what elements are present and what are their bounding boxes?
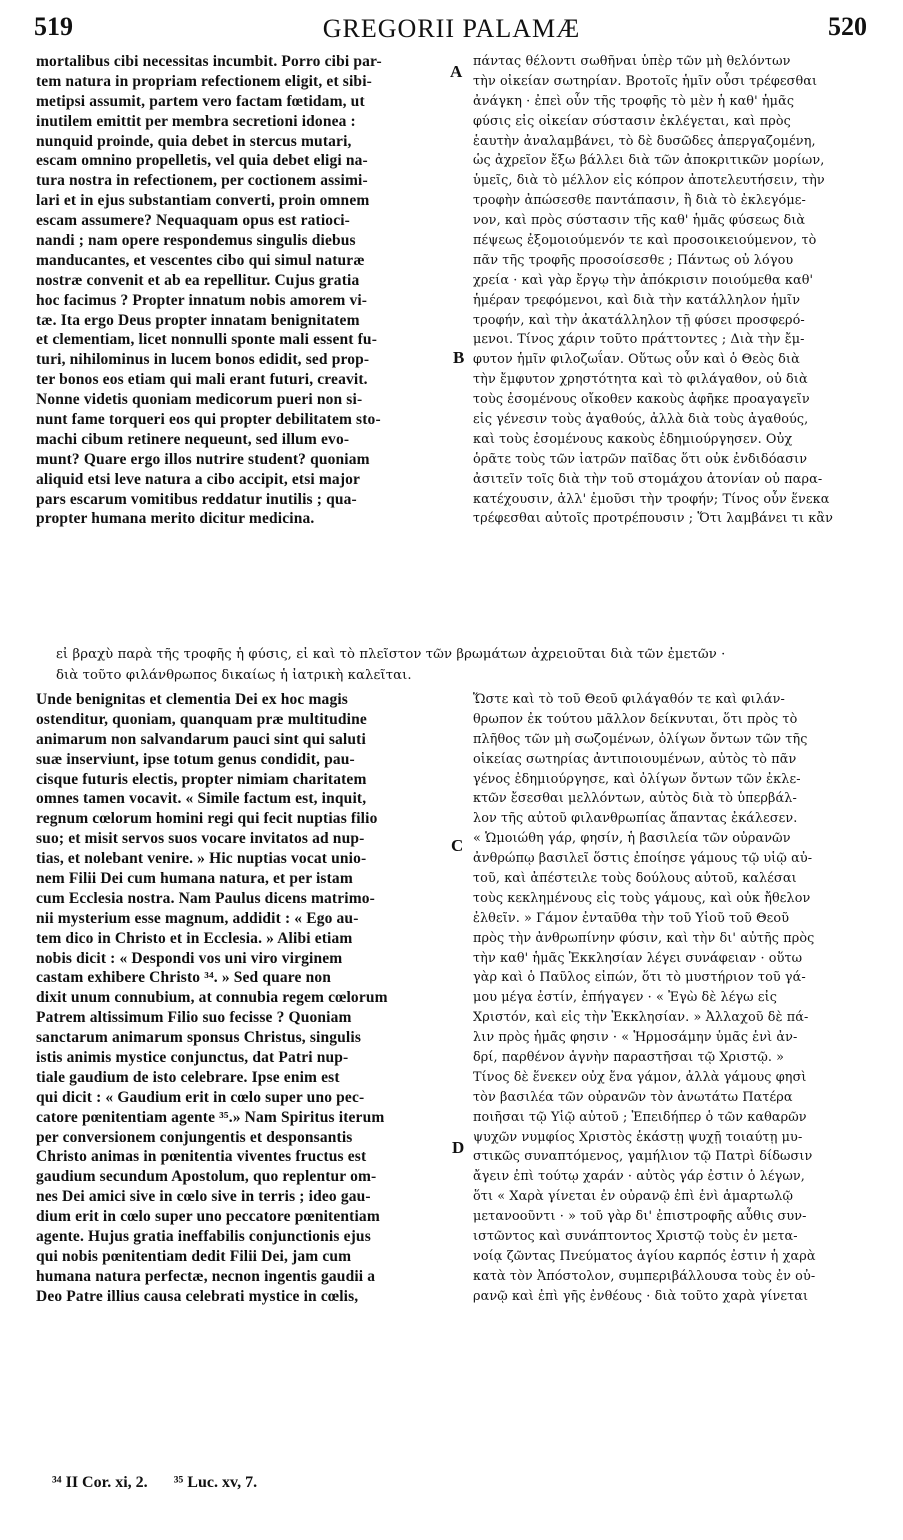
text-line: istis animis mystice conjunctus, dat Patri nup- [36,1049,349,1067]
text-line: metipsi assumit, partem vero factam fœtidam, ut [36,92,365,110]
text-line: λιν πρὸς ἡμᾶς φησιν · « Ἡρμοσάμην ὑμᾶς ἑνὶ ἀν- [473,1030,798,1046]
text-line: ter bonos eos etiam qui mali erant futuri, creavit. [36,371,368,389]
text-line: agente. Hujus gratia ineffabilis conjunctionis ejus [36,1228,371,1246]
text-line: νον, καὶ πρὸς σύστασιν τῆς καθ' ἡμᾶς φύσεως διὰ [473,213,806,229]
text-line: dium erit in cœlo super uno peccatore pœnitentiam [36,1208,380,1226]
margin-marker-d: D [452,1138,465,1157]
text-line: Unde benignitas et clementia Dei ex hoc magis [36,691,348,708]
text-line: τὴν ἔμφυτον χρηστότητα καὶ τὸ φιλάγαθον, οὐ διὰ [473,372,808,388]
text-line: inutilem emittit per membra secretioni idonea : [36,112,356,130]
text-line: escam omnino propelletis, vel quia debet eligi na- [36,152,368,170]
text-line: πάντας θέλοντι σωθῆναι ὑπὲρ τῶν μὴ θελόντων [473,54,791,69]
text-line: ὅτι « Χαρὰ γίνεται ἐν οὐρανῷ ἐπὶ ἑνὶ ἁμαρτωλῷ [473,1189,794,1205]
text-line: cisque futuris electis, propter nimiam charitatem [36,770,367,788]
text-line: κτῶν ἔσεσθαι μελλόντων, αὐτὸς διὰ τὸ ὑπερβάλ- [473,791,797,807]
page-number-right: 520 [828,12,867,41]
text-line: γὰρ καὶ ὁ Παῦλος εἰπών, ὅτι τὸ μυστήριον τοῦ γά- [473,970,806,986]
latin-column-top [36,52,448,529]
text-line: ποιῆσαι τῷ Υἱῷ αὐτοῦ ; Ἐπειδήπερ ὁ τῶν καθαρῶν [473,1109,807,1125]
text-line: machi cibum retinere nequeunt, sed illum evo- [36,430,350,448]
text-line: Deo Patre illius causa celebrati mystice in cœlis, [36,1287,359,1305]
text-line: τοὺς ἐσομένους οἴκοθεν κακοὺς ἀφῆκε προαγαγεῖν [473,392,810,408]
text-line: νοίᾳ ζῶντας Πνεύματος ἁγίου καρπός ἐστιν ἡ χαρὰ [473,1248,816,1264]
text-line: εἰς γένεσιν τοὺς ἀγαθούς, ἀλλὰ διὰ τοὺς ἀγαθούς, [473,412,809,428]
margin-marker-b: B [453,348,465,367]
text-line: et clementiam, licet nonnulli sponte mali essent fu- [36,331,378,349]
greek-column-bottom [473,690,880,1307]
text-line: μενοι. Τίνος χάριν τοῦτο πράττοντες ; Διὰ τὴν ἔμ- [473,332,805,348]
text-line: escam assumere? Nequaquam opus est ratioci- [36,212,350,230]
text-line: Nonne videtis quoniam medicorum pueri non si- [36,391,363,409]
text-line: Χριστόν, καὶ εἰς τὴν Ἐκκλησίαν. » Ἀλλαχοῦ δὲ πά- [473,1010,809,1026]
text-line: ἑαυτὴν ἀναλαμβάνει, τὸ δὲ δυσῶδες ἀπεργαζομένη, [473,133,816,149]
text-line: suæ inserviunt, ipse totum genus condidit, pau- [36,750,355,768]
text-line: πρὸς τὴν ἀνθρωπίνην φύσιν, καὶ τὴν δι' αὐτῆς πρὸς [473,930,815,946]
text-line: γένος ἐδημιούργησε, καὶ ὀλίγων ὄντων τῶν ἐκλε- [473,771,801,787]
text-line: nandi ; nam opere respondemus singulis diebus [36,232,356,250]
text-line: nes Dei amici sive in cœlo sive in terris ; ideo gau- [36,1188,371,1206]
text-line: tem natura in propriam refectionem eligit, et sibi- [36,72,372,90]
text-line: λον τῆς αὐτοῦ φιλανθρωπίας ἅπαντας ἐκάλεσεν. [473,811,798,827]
text-line: Christo animas in pœnitentia viventes fructus est [36,1148,367,1166]
text-line: qui nobis pœnitentiam dedit Filii Dei, jam cum [36,1247,352,1265]
text-line: πέψεως ἐξομοιούμενόν τε καὶ προσοικειούμενον, τὸ [473,233,817,249]
text-line: πᾶν τῆς τροφῆς προσοίσεσθε ; Πάντως οὐ λόγου [473,252,794,268]
text-line: τοὺς κεκλημένους εἰς τοὺς γάμους, καὶ οὐκ ἤθελον [473,890,811,906]
text-line: ἐλθεῖν. » Γάμον ἐνταῦθα τὴν τοῦ Υἱοῦ τοῦ Θεοῦ [473,910,790,926]
text-line: nunquid proinde, quia debet in stercus mutari, [36,132,352,150]
text-line: στικῶς συναπτόμενος, γαμήλιον τῷ Πατρὶ δίδωσιν [473,1149,813,1165]
text-line: καὶ τοὺς ἐσομένους κακοὺς ἐδημιούργησεν. Οὐχ [473,431,793,447]
text-line: hoc facimus ? Propter innatum nobis amorem vi- [36,291,368,309]
text-line: ἄγειν ἐπὶ τούτῳ χαράν · αὐτὸς γάρ ἐστιν ὁ λέγων, [473,1169,805,1185]
text-line: ρανῷ καὶ ἐπὶ γῆς ἐνθέους · διὰ τοῦτο χαρὰ γίνεται [473,1288,809,1304]
text-line: τροφήν, καὶ τὴν ἀκατάλληλον τῇ φύσει προσφερό- [473,312,805,328]
text-line: pars escarum vomitibus reddatur inutilis ; qua- [36,490,357,508]
text-line: dixit unum connubium, at connubia regem cœlorum [36,989,388,1007]
text-line: per conversionem conjungentis et desponsantis [36,1128,353,1146]
text-line: ὡς ἀχρεῖον ἔξω βάλλει διὰ τῶν ἀποκριτικῶν μορίων, [473,153,825,169]
text-line: suo; et misit servos suos vocare invitatos ad nup- [36,830,365,848]
text-line: tura nostra in refectionem, per coctionem assimi- [36,172,368,190]
text-line: omnes tamen vocavit. « Simile factum est, inquit, [36,790,367,808]
text-line: μετανοοῦντι · » τοῦ γὰρ δι' ἐπιστροφῆς αὖθις συν- [473,1209,807,1225]
text-line: ὑμεῖς, διὰ τὸ μέλλον εἰς κόπρον ἀποτελευτήσειν, τὴν [473,173,825,189]
text-line: regnum cœlorum homini regi qui fecit nuptias filio [36,810,378,828]
footnote-34: ³⁴ II Cor. xi, 2. [52,1474,148,1491]
latin-column-bottom [36,690,448,1307]
text-line: ἀνθρώπῳ βασιλεῖ ὅστις ἐποίησε γάμους τῷ υἱῷ αὐ- [473,851,813,867]
text-line: catore pœnitentiam agente ³⁵.» Nam Spiritus iterum [36,1108,385,1126]
text-line: propter humana merito dicitur medicina. [36,510,315,528]
text-line: tias, et nolebant venire. » Hic nuptias vocat unio- [36,850,367,868]
text-line: φυτον ἡμῖν φιλοζωΐαν. Οὕτως οὖν καὶ ὁ Θεὸς διὰ [473,352,800,368]
text-line: turi, nihilominus in lucem bonos edidit, sed prop- [36,351,370,369]
text-line: Τίνος δὲ ἕνεκεν οὐχ ἕνα γάμον, ἀλλὰ γάμους φησὶ [473,1069,807,1085]
text-line: τροφὴν ἀπώσεσθε παντάπασιν, ἢ διὰ τὸ ἐκλεγόμε- [473,193,806,209]
text-line: φύσις εἰς οἰκείαν σύστασιν ἐκλέγεται, καὶ πρὸς [473,113,791,129]
text-line: ὁρᾶτε τοὺς τῶν ἰατρῶν παῖδας ὅτι οὐκ ἐνδιδόασιν [473,451,808,467]
text-line: δρί, παρθένον ἁγνὴν παραστῆσαι τῷ Χριστῷ. » [473,1050,785,1066]
text-line: Ὥστε καὶ τὸ τοῦ Θεοῦ φιλάγαθόν τε καὶ φιλάν- [473,692,785,707]
text-line: aliquid etsi leve natura a cibo accipit, etsi major [36,470,361,488]
text-line: tem dico in Christo et in Ecclesia. » Alibi etiam [36,929,353,947]
greek-column-top [473,52,880,529]
text-line: τοῦ, καὶ ἀπέστειλε τοὺς δούλους αὐτοῦ, καλέσαι [473,871,797,887]
text-line: humana natura perfectæ, necnon ingentis gaudii a [36,1267,376,1285]
text-line: ostenditur, quoniam, quanquam præ multitudine [36,710,367,728]
text-line: οἰκείας σωτηρίας ἀντιποιουμένων, αὐτὸς τὸ πᾶν [473,751,797,767]
text-line: animarum non salvandarum pauci sint qui saluti [36,730,366,748]
text-line: διὰ τοῦτο φιλάνθρωπος δικαίως ἡ ἰατρικὴ καλεῖται. [56,668,412,683]
text-line: κατέχουσιν, ἀλλ' ἐμοῦσι τὴν τροφήν; Τίνος οὖν ἕνεκα [473,491,830,507]
text-line: cum Ecclesia nostra. Nam Paulus dicens matrimo- [36,889,375,907]
text-line: ἡμέραν τρεφόμενοι, καὶ διὰ τὴν κατάλληλον ἡμῖν [473,292,801,308]
text-line: πλῆθος τῶν μὴ σωζομένων, ὀλίγων ὄντων τῶν τῆς [473,731,808,747]
text-line: ψυχῶν νυμφίος Χριστὸς ἑκάστῃ ψυχῇ τοιαύτῃ μυ- [473,1129,803,1145]
text-line: munt? Quare ergo illos nutrire student? quoniam [36,450,370,468]
text-line: tæ. Ita ergo Deus propter innatam benignitatem [36,311,360,329]
text-line: sanctarum animarum sponsus Christus, singulis [36,1029,362,1047]
greek-full-width-lines [56,644,876,686]
text-line: qui dicit : « Gaudium erit in cœlo super uno pec- [36,1088,365,1106]
text-line: ἀσιτεῖν τοῖς διὰ τὴν τοῦ στομάχου ἀτονίαν οὐ παρα- [473,471,823,487]
text-line: θρωπον ἐκ τούτου μᾶλλον δείκνυται, ὅτι πρὸς τὸ [473,711,798,727]
text-line: nii mysterium esse magnum, addidit : « Ego au- [36,909,359,927]
footnotes [52,1474,279,1492]
text-line: nem Filii Dei cum humana natura, et per istam [36,870,353,888]
text-line: ιστῶντος καὶ συνάπτοντος Χριστῷ τοὺς ἐν μετα- [473,1229,798,1245]
text-line: mortalibus cibi necessitas incumbit. Porro cibi par- [36,53,382,70]
text-line: εἰ βραχὺ παρὰ τῆς τροφῆς ἡ φύσις, εἰ καὶ τὸ πλεῖστον τῶν βρωμάτων ἀχρειοῦται διὰ τῶν ἐμετῶν · [56,647,726,662]
text-line: τρέφεσθαι αὐτοῖς προτρέπουσιν ; Ὅτι λαμβάνει τι κἂν [473,511,833,527]
footnote-35: ³⁵ Luc. xv, 7. [173,1474,258,1491]
text-line: μου μέγα ἐστίν, ἐπήγαγεν · « Ἐγὼ δὲ λέγω εἰς [473,990,777,1006]
running-title: GREGORII PALAMÆ [322,14,581,43]
text-line: χρεία · καὶ γὰρ ἔργῳ τὴν ἀπόκρισιν ποιούμεθα καθ' [473,272,814,288]
text-line: « Ὡμοιώθη γάρ, φησίν, ἡ βασιλεία τῶν οὐρανῶν [473,831,791,847]
margin-marker-c: C [451,836,464,855]
margin-marker-a: A [450,62,463,81]
text-line: Patrem altissimum Filio suo fecisse ? Quoniam [36,1009,352,1027]
page-number-left: 519 [34,12,73,41]
text-line: manducantes, et vescentes cibo qui simul naturæ [36,251,365,269]
text-line: nostræ convenit et ab ea repellitur. Cujus gratia [36,271,360,289]
text-line: lari et in ejus substantiam converti, proin omnem [36,192,370,210]
text-line: nunt fame torqueri eos qui propter debilitatem sto- [36,411,381,429]
text-line: nobis dicit : « Despondi vos uni viro virginem [36,949,343,967]
text-line: ἀνάγκη · ἐπεὶ οὖν τῆς τροφῆς τὸ μὲν ἡ καθ' ἡμᾶς [473,93,795,109]
page-header [0,12,903,46]
text-line: τὸν βασιλέα τῶν οὐρανῶν τὸν ἀνωτάτω Πατέρα [473,1089,793,1105]
text-line: κατὰ τὸν Ἀπόστολον, συμπεριβάλλουσα τοὺς ἐν οὐ- [473,1268,816,1284]
text-line: τὴν καθ' ἡμᾶς Ἐκκλησίαν λέγει συνάφειαν · οὕτω [473,950,803,966]
text-line: gaudium secundum Apostolum, quo replentur om- [36,1168,377,1186]
text-line: tiale gaudium de isto celebrare. Ipse enim est [36,1068,340,1086]
text-line: castam exhibere Christo ³⁴. » Sed quare non [36,969,332,987]
text-line: τὴν οἰκείαν σωτηρίαν. Βροτοῖς ἡμῖν οὖσι τρέφεσθαι [473,73,818,89]
